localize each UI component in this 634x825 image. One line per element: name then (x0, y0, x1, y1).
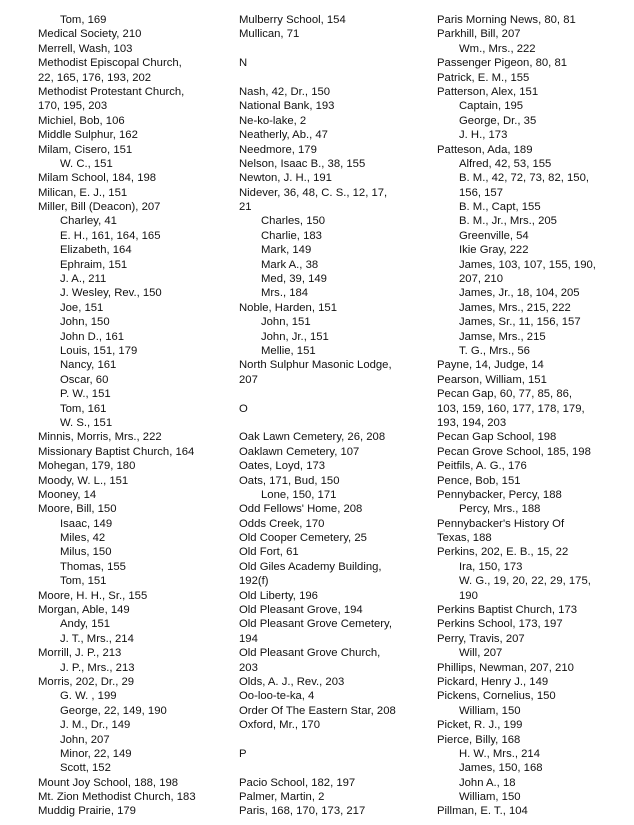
index-subentry: James, Sr., 11, 156, 157 (459, 316, 581, 329)
index-subentry: James, Jr., 18, 104, 205 (459, 287, 580, 300)
index-subentry: Andy, 151 (60, 618, 111, 631)
index-entry: Milam, Cisero, 151 (38, 143, 133, 156)
index-column-2 (239, 13, 424, 819)
index-subentry: George, Dr., 35 (459, 114, 537, 127)
index-entry: 103, 159, 160, 177, 178, 179, (437, 402, 585, 415)
index-subentry: Isaac, 149 (60, 517, 113, 530)
index-entry: Newton, J. H., 191 (239, 172, 332, 185)
index-entry: Moore, Bill, 150 (38, 503, 117, 516)
index-entry: Oaklawn Cemetery, 107 (239, 445, 360, 458)
index-subentry: Will, 207 (459, 647, 503, 660)
index-entry: Pennybacker, Percy, 188 (437, 488, 562, 501)
index-subentry: John, 151 (261, 316, 311, 329)
index-entry: Perkins Baptist Church, 173 (437, 604, 578, 617)
index-entry: 21 (239, 201, 252, 214)
index-entry: Pecan Gap, 60, 77, 85, 86, (437, 388, 573, 401)
index-entry: Parkhill, Bill, 207 (437, 28, 521, 41)
index-subentry: 190 (459, 589, 478, 602)
index-subentry: W. G., 19, 20, 22, 29, 175, (459, 575, 591, 588)
index-entry: Mohegan, 179, 180 (38, 460, 136, 473)
index-subentry: James, 103, 107, 155, 190, (459, 258, 596, 271)
index-entry: Palmer, Martin, 2 (239, 791, 325, 804)
index-subentry: John, 207 (60, 733, 110, 746)
index-entry: Pacio School, 182, 197 (239, 776, 356, 789)
index-entry: Milican, E. J., 151 (38, 186, 128, 199)
index-entry: Patterson, Alex, 151 (437, 85, 539, 98)
index-entry: Pennybacker's History Of (437, 517, 565, 530)
letter-heading: P (239, 747, 248, 760)
index-entry: Picket, R. J., 199 (437, 719, 523, 732)
letter-heading: N (239, 57, 248, 70)
index-subentry: Ephraim, 151 (60, 258, 128, 271)
index-entry: Old Giles Academy Building, (239, 560, 382, 573)
index-entry: Pecan Grove School, 185, 198 (437, 445, 591, 458)
index-subentry: J. H., 173 (459, 129, 508, 142)
index-subentry: T. G., Mrs., 56 (459, 344, 530, 357)
index-subentry: Joe, 151 (60, 301, 104, 314)
index-entry: Perkins School, 173, 197 (437, 618, 563, 631)
index-entry: Oxford, Mr., 170 (239, 719, 320, 732)
index-entry: Ne-ko-lake, 2 (239, 114, 307, 127)
index-entry: Olds, A. J., Rev., 203 (239, 675, 345, 688)
index-entry: Middle Sulphur, 162 (38, 129, 138, 142)
index-entry: Paris, 168, 170, 173, 217 (239, 805, 366, 818)
index-entry: Perry, Travis, 207 (437, 632, 525, 645)
index-subentry: Captain, 195 (459, 100, 524, 113)
index-subentry: Louis, 151, 179 (60, 344, 138, 357)
index-column-1 (38, 13, 223, 819)
index-subentry: Ikie Gray, 222 (459, 244, 529, 257)
index-subentry: Jamse, Mrs., 215 (459, 330, 546, 343)
index-entry: Mulberry School, 154 (239, 14, 346, 26)
index-subentry: Charles, 150 (261, 215, 326, 228)
index-entry: Morrill, J. P., 213 (38, 647, 122, 660)
index-entry: Morgan, Able, 149 (38, 604, 130, 617)
index-entry: Old Pleasant Grove Cemetery, (239, 618, 392, 631)
index-subentry: Med, 39, 149 (261, 273, 327, 286)
index-entry: Pecan Gap School, 198 (437, 431, 557, 444)
index-entry: Peitfils, A. G., 176 (437, 460, 527, 473)
index-subentry: Percy, Mrs., 188 (459, 503, 541, 516)
index-subentry: Elizabeth, 164 (60, 244, 132, 257)
index-entry: Paris Morning News, 80, 81 (437, 14, 576, 26)
spacer (239, 42, 424, 56)
index-subentry: J. T., Mrs., 214 (60, 632, 134, 645)
index-subentry: John, 150 (60, 316, 110, 329)
index-entry: Oates, Loyd, 173 (239, 460, 326, 473)
index-entry: North Sulphur Masonic Lodge, (239, 359, 392, 372)
index-entry: 193, 194, 203 (437, 416, 507, 429)
index-entry: Pearson, William, 151 (437, 373, 547, 386)
index-entry: Missionary Baptist Church, 164 (38, 445, 195, 458)
index-entry: Oats, 171, Bud, 150 (239, 474, 340, 487)
index-entry: Morris, 202, Dr., 29 (38, 675, 135, 688)
index-subentry: E. H., 161, 164, 165 (60, 229, 161, 242)
index-subentry: John A., 18 (459, 776, 516, 789)
index-entry: Mount Joy School, 188, 198 (38, 776, 179, 789)
index-entry: Pierce, Billy, 168 (437, 733, 521, 746)
index-subentry: J. P., Mrs., 213 (60, 661, 135, 674)
index-subentry: 207, 210 (459, 273, 503, 286)
index-entry: Odds Creek, 170 (239, 517, 325, 530)
index-entry: Old Cooper Cemetery, 25 (239, 532, 367, 545)
index-entry: Merrell, Wash, 103 (38, 42, 133, 55)
index-subentry: James, 150, 168 (459, 762, 543, 775)
index-entry: Oak Lawn Cemetery, 26, 208 (239, 431, 386, 444)
index-column-3 (437, 13, 627, 819)
index-entry: Odd Fellows' Home, 208 (239, 503, 363, 516)
index-entry: 207 (239, 373, 258, 386)
index-subentry: William, 150 (459, 704, 521, 717)
index-entry: Old Pleasant Grove Church, (239, 647, 381, 660)
index-subentry: B. M., 42, 72, 73, 82, 150, (459, 172, 589, 185)
index-subentry: 156, 157 (459, 186, 503, 199)
index-subentry: J. Wesley, Rev., 150 (60, 287, 162, 300)
index-subentry: W. S., 151 (60, 416, 113, 429)
index-entry: Old Fort, 61 (239, 546, 299, 559)
index-subentry: Tom, 161 (60, 402, 107, 415)
index-subentry: H. W., Mrs., 214 (459, 747, 540, 760)
index-entry: Order Of The Eastern Star, 208 (239, 704, 396, 717)
index-entry: National Bank, 193 (239, 100, 335, 113)
index-subentry: G. W. , 199 (60, 690, 117, 703)
index-entry: Minnis, Morris, Mrs., 222 (38, 431, 162, 444)
index-entry: Passenger Pigeon, 80, 81 (437, 57, 568, 70)
index-subentry: W. C., 151 (60, 157, 113, 170)
index-entry: Pickard, Henry J., 149 (437, 675, 549, 688)
index-entry: Patrick, E. M., 155 (437, 71, 530, 84)
spacer (239, 416, 424, 430)
index-subentry: Mrs., 184 (261, 287, 309, 300)
index-subentry: George, 22, 149, 190 (60, 704, 167, 717)
index-subentry: B. M., Jr., Mrs., 205 (459, 215, 557, 228)
index-subentry: J. M., Dr., 149 (60, 719, 131, 732)
index-subentry: Alfred, 42, 53, 155 (459, 157, 552, 170)
index-subentry: Mark A., 38 (261, 258, 319, 271)
spacer (239, 387, 424, 401)
index-subentry: Ira, 150, 173 (459, 560, 523, 573)
index-entry: Pence, Bob, 151 (437, 474, 521, 487)
index-subentry: Scott, 152 (60, 762, 111, 775)
letter-heading: O (239, 402, 249, 415)
index-subentry: Miles, 42 (60, 532, 106, 545)
spacer (239, 71, 424, 85)
index-subentry: Nancy, 161 (60, 359, 117, 372)
index-subentry: Charley, 41 (60, 215, 117, 228)
index-subentry: J. A., 211 (60, 273, 107, 286)
index-entry: Patteson, Ada, 189 (437, 143, 533, 156)
index-entry: Old Liberty, 196 (239, 589, 318, 602)
index-entry: Moody, W. L., 151 (38, 474, 129, 487)
index-entry: Pillman, E. T., 104 (437, 805, 528, 818)
index-entry: Oo-loo-te-ka, 4 (239, 690, 315, 703)
index-entry: Perkins, 202, E. B., 15, 22 (437, 546, 569, 559)
index-entry: Old Pleasant Grove, 194 (239, 604, 363, 617)
index-entry: Methodist Episcopal Church, (38, 57, 182, 70)
index-entry: Neatherly, Ab., 47 (239, 129, 328, 142)
index-entry: Mt. Zion Methodist Church, 183 (38, 791, 196, 804)
index-subentry: Minor, 22, 149 (60, 747, 132, 760)
spacer (239, 761, 424, 775)
index-entry: 194 (239, 632, 258, 645)
index-entry: Nash, 42, Dr., 150 (239, 85, 331, 98)
index-subentry: William, 150 (459, 791, 521, 804)
index-entry: Michiel, Bob, 106 (38, 114, 125, 127)
index-entry: 170, 195, 203 (38, 100, 108, 113)
spacer (239, 733, 424, 747)
index-subentry: John D., 161 (60, 330, 125, 343)
index-subentry: John, Jr., 151 (261, 330, 329, 343)
index-subentry: B. M., Capt, 155 (459, 201, 541, 214)
index-entry: Moore, H. H., Sr., 155 (38, 589, 148, 602)
index-entry: Medical Society, 210 (38, 28, 142, 41)
index-entry: Milam School, 184, 198 (38, 172, 157, 185)
index-entry: Mullican, 71 (239, 28, 300, 41)
index-entry: 22, 165, 176, 193, 202 (38, 71, 152, 84)
index-entry: Phillips, Newman, 207, 210 (437, 661, 574, 674)
index-subentry: Thomas, 155 (60, 560, 126, 573)
index-entry: Pickens, Cornelius, 150 (437, 690, 556, 703)
index-subentry: Tom, 151 (60, 575, 107, 588)
index-subentry: Lone, 150, 171 (261, 488, 337, 501)
index-entry: Needmore, 179 (239, 143, 317, 156)
index-subentry: Wm., Mrs., 222 (459, 42, 536, 55)
index-entry: Mooney, 14 (38, 488, 97, 501)
index-entry: Noble, Harden, 151 (239, 301, 337, 314)
index-entry: 192(f) (239, 575, 269, 588)
index-subentry: Milus, 150 (60, 546, 112, 559)
index-subentry: James, Mrs., 215, 222 (459, 301, 571, 314)
index-subentry: Mark, 149 (261, 244, 312, 257)
index-entry: Nidever, 36, 48, C. S., 12, 17, (239, 186, 388, 199)
index-entry: Methodist Protestant Church, (38, 85, 185, 98)
index-entry: 203 (239, 661, 258, 674)
index-subentry: Greenville, 54 (459, 229, 529, 242)
index-entry: Muddig Prairie, 179 (38, 805, 136, 818)
index-entry: Texas, 188 (437, 532, 492, 545)
index-entry: Miller, Bill (Deacon), 207 (38, 201, 161, 214)
index-subentry: P. W., 151 (60, 388, 111, 401)
index-subentry: Mellie, 151 (261, 344, 316, 357)
index-subentry: Charlie, 183 (261, 229, 322, 242)
index-entry: Payne, 14, Judge, 14 (437, 359, 544, 372)
index-subentry: Oscar, 60 (60, 373, 109, 386)
index-entry: Nelson, Isaac B., 38, 155 (239, 157, 366, 170)
index-subentry: Tom, 169 (60, 14, 107, 26)
